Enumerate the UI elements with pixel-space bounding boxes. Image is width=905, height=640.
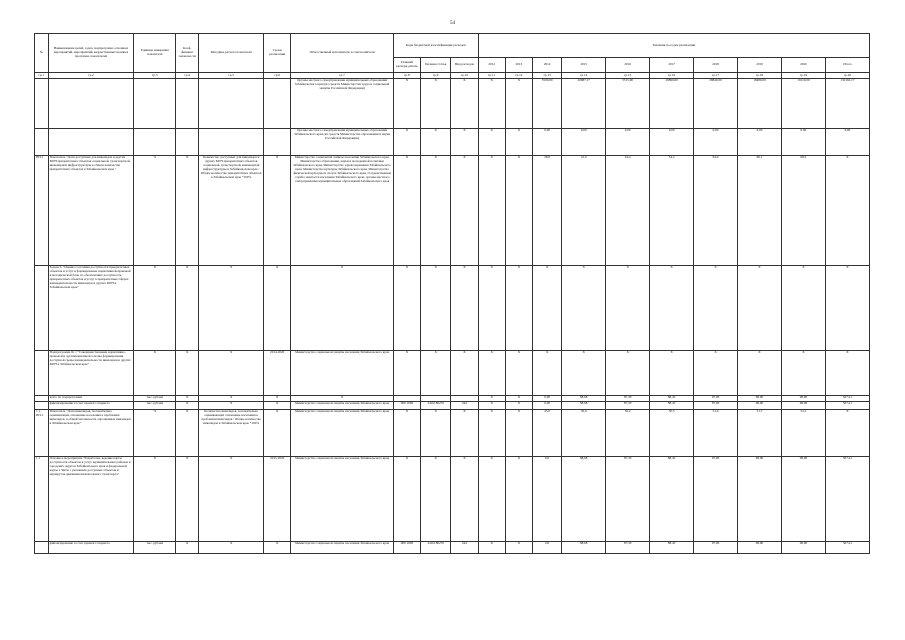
row-responsible: Министерство социальной защиты населения Забайкальского края, Министерство образования, науки и молодежной политики Забайкальского края, Министерство здравоохранения Забайкальского края, Министерство культуры Забайкальского края, Министерство физической культуры и спорта Забайкальского края, Государственная служба занятости населения Забайкальского края, органы местного самоуправления муниципальных образований Забайкальского края [291, 155, 394, 265]
row-code-type: X [451, 128, 478, 155]
row-value: X [505, 128, 532, 155]
row-code-article: X [421, 409, 451, 456]
header-code-col: Целевая статья [421, 58, 451, 73]
table-row [35, 265, 870, 350]
row-value: 98,00 [781, 395, 825, 401]
row-value: 98,68 [562, 401, 606, 409]
row-value: 98,00 [781, 541, 825, 553]
row-value: X [533, 350, 562, 395]
row-method: X [199, 265, 264, 350]
row-code-admin: X [393, 78, 420, 128]
row-value: X [825, 155, 869, 265]
row-coef [176, 128, 199, 155]
row-coef: X [176, 541, 199, 553]
header-year: 2018 [694, 58, 738, 73]
row-code-admin: 009 1006 [393, 401, 420, 409]
row-value: X [606, 350, 650, 395]
row-value: X [825, 409, 869, 456]
row-name: Задача 3. "Оценка состояния доступности приоритетных объектов и услуг и формирование нормативной-правовой и методической базы по обеспечению доступности приоритетных объектов и услуг в приоритетных сферах жизнедеятельности инвалидов и других МГН в Забайкальском крае" [48, 265, 134, 350]
row-value: X [694, 350, 738, 395]
row-term: X [264, 401, 291, 409]
column-number: гр.19 [781, 73, 825, 79]
row-value: 64,0 [694, 155, 738, 265]
row-coef: X [176, 265, 199, 350]
row-value: 98,00 [738, 401, 782, 409]
column-number: гр.12 [505, 73, 532, 79]
row-value: 98,00 [781, 401, 825, 409]
row-name: финансирование за счет краевого бюджета [48, 401, 134, 409]
row-term: 2014-2020 [264, 350, 291, 395]
row-value: 98,00 [738, 456, 782, 541]
row-name: Подпрограмма № 1 "Совершенствование нормативно-правовой и организационной основы формирования доступной среды жизнедеятельности инвалидов и других МГН в Забайкальском крае" [48, 350, 134, 395]
row-num [35, 128, 49, 155]
row-value: X [505, 155, 532, 265]
row-code-article: X [421, 265, 451, 350]
row-value: 87,30 [606, 456, 650, 541]
row-value: 29890,00 [650, 78, 694, 128]
row-value: 98,68 [562, 456, 606, 541]
row-value: X [478, 155, 505, 265]
header-num: № [35, 34, 49, 73]
row-responsible: Органы местного самоуправления муниципальных образований Забайкальского края (из средств Министерства труда и социальной защиты Российской Федерации) [291, 78, 394, 128]
row-code-type: 244 [451, 541, 478, 553]
row-value: 45,0 [533, 409, 562, 456]
row-name [48, 78, 134, 128]
table-row [35, 128, 870, 155]
row-responsible: Министерство социальной защиты населения Забайкальского края [291, 456, 394, 541]
row-value: 28,0 [533, 155, 562, 265]
row-method: X [199, 395, 264, 401]
row-value: X [478, 128, 505, 155]
row-unit: тыс. рублей [134, 395, 176, 401]
row-value: 98,00 [781, 456, 825, 541]
row-coef [176, 78, 199, 128]
row-unit: X [134, 265, 176, 350]
column-number: гр.2 [48, 73, 134, 79]
row-value: 88,43 [650, 395, 694, 401]
row-value: X [606, 265, 650, 350]
column-number: гр.13 [533, 73, 562, 79]
row-unit: тыс. рублей [134, 401, 176, 409]
row-num [35, 265, 49, 350]
row-unit: X [134, 456, 176, 541]
row-value: 567,41 [825, 401, 869, 409]
row-value: 88,43 [650, 401, 694, 409]
row-value: 567,41 [825, 456, 869, 541]
header-name: Наименование целей, задач, подпрограмм, основных мероприятий, мероприятий, ведомственных целевых программ, показателей [48, 34, 134, 73]
row-num: 1.1 [35, 456, 49, 541]
column-number: гр.11 [478, 73, 505, 79]
header-year: 2017 [650, 58, 694, 73]
column-number: гр.6 [264, 73, 291, 79]
row-value: 0,00 [533, 395, 562, 401]
header-values-by-year: Значения по годам реализации [478, 34, 869, 58]
row-name [48, 128, 134, 155]
row-code-type: 244 [451, 401, 478, 409]
header-year: 2013 [505, 58, 532, 73]
column-number: гр.9 [421, 73, 451, 79]
row-value: 0,00 [650, 128, 694, 155]
table-row [35, 155, 870, 265]
row-code-article: X [421, 128, 451, 155]
row-value: 98,68 [562, 395, 606, 401]
row-term: X [264, 265, 291, 350]
row-term: 2015-2020 [264, 456, 291, 541]
row-value: X [781, 350, 825, 395]
row-code-article: X [421, 155, 451, 265]
header-term: Сроки реализации [264, 34, 291, 73]
row-code-article: X [421, 78, 451, 128]
row-value: X [650, 350, 694, 395]
row-value: X [650, 265, 694, 350]
column-number: гр.20 [825, 73, 869, 79]
program-table [34, 33, 870, 554]
row-term: X [264, 409, 291, 456]
column-number: гр.1 [35, 73, 49, 79]
header-budget-codes: Коды бюджетной классификации расходов [393, 34, 478, 58]
header-year: 2016 [606, 58, 650, 73]
row-value: X [478, 395, 505, 401]
header-year: 2020 [781, 58, 825, 73]
row-term: X [264, 155, 291, 265]
row-value: X [825, 350, 869, 395]
row-term: X [264, 541, 291, 553]
row-code-article: 2410180270 [421, 401, 451, 409]
row-value: X [478, 78, 505, 128]
row-value: X [505, 409, 532, 456]
row-value: X [478, 265, 505, 350]
row-code-type: X [451, 409, 478, 456]
table-row [35, 541, 870, 553]
column-number: гр.18 [738, 73, 782, 79]
row-value: X [478, 541, 505, 553]
row-value: 97,00 [694, 541, 738, 553]
row-value: X [694, 265, 738, 350]
row-responsible: Министерство социальной защиты населения Забайкальского края [291, 541, 394, 553]
row-value: 87,30 [606, 541, 650, 553]
row-value: X [738, 350, 782, 395]
row-coef: X [176, 350, 199, 395]
row-name: финансирование за счет краевого бюджета [48, 541, 134, 553]
row-code-article: X [421, 456, 451, 541]
row-value: 87,30 [606, 395, 650, 401]
row-method: X [199, 456, 264, 541]
row-code-admin: X [393, 155, 420, 265]
row-num: ПП-1 [35, 155, 49, 265]
row-value: X [505, 401, 532, 409]
row-value: X [478, 409, 505, 456]
row-value: 98,68 [562, 541, 606, 553]
row-term: X [264, 395, 291, 401]
column-number: гр.4 [176, 73, 199, 79]
header-code-col: Вид расходов [451, 58, 478, 73]
column-number: гр.8 [393, 73, 420, 79]
row-name: Показатель "Доля доступных для инвалидов и других МГН приоритетных объектов социальной, транспортной, инженерной инфраструктуры в общем количестве приоритетных объектов в Забайкальском крае " [48, 155, 134, 265]
column-number: гр.15 [606, 73, 650, 79]
row-value: X [562, 265, 606, 350]
row-unit: тыс. рублей [134, 541, 176, 553]
row-unit: % [134, 409, 176, 456]
row-method [199, 128, 264, 155]
row-value: X [738, 265, 782, 350]
row-code-admin: X [393, 409, 420, 456]
row-num [35, 401, 49, 409]
row-value: 52,5 [781, 409, 825, 456]
header-year: 2015 [562, 58, 606, 73]
row-code-admin: X [393, 128, 420, 155]
row-term [264, 128, 291, 155]
row-name: Основное мероприятие "Разработка, ведение карты доступности объектов и услуг муниципальных районов и городских округов Забайкальского края и федеральной карты г. Читы с указанием доступных объектов и маршрутов движения низкопольного транспорта" [48, 456, 134, 541]
row-value: 50,0 [562, 409, 606, 456]
column-number: гр.16 [650, 73, 694, 79]
row-value: 88,43 [650, 541, 694, 553]
row-value: 19110,00 [781, 78, 825, 128]
row-name: Показатель "Доля инвалидов, положительно оценивающих отношение населения к проблемам инвалидов, в общей численности опрошенных инвалидов в Забайкальском крае" [48, 409, 134, 456]
row-value: 98,00 [738, 541, 782, 553]
row-coef: X [176, 395, 199, 401]
row-unit [134, 128, 176, 155]
row-coef: X [176, 409, 199, 456]
row-code-type: X [451, 350, 478, 395]
row-responsible: Министерство социальной защиты населения Забайкальского края [291, 350, 394, 395]
row-value: 0,00 [781, 128, 825, 155]
row-code-type: X [451, 265, 478, 350]
row-coef: X [176, 456, 199, 541]
row-value: 28840,00 [694, 78, 738, 128]
column-number: гр.17 [694, 73, 738, 79]
row-value: 66,1 [738, 155, 782, 265]
row-value: 20987,17 [562, 78, 606, 128]
row-value: 132162,17 [825, 78, 869, 128]
row-coef: X [176, 401, 199, 409]
row-value: X [505, 456, 532, 541]
row-method: X [199, 541, 264, 553]
row-code-admin: X [393, 350, 420, 395]
row-code-admin: X [393, 456, 420, 541]
header-year: 2014 [533, 58, 562, 73]
row-value: X [533, 265, 562, 350]
row-value: X [478, 350, 505, 395]
row-value: X [505, 541, 532, 553]
table-row [35, 401, 870, 409]
row-responsible: Министерство социальной защиты населения Забайкальского края [291, 401, 394, 409]
row-value: 0,00 [562, 128, 606, 155]
row-value: 98,00 [738, 395, 782, 401]
table-row [35, 456, 870, 541]
row-value: 97,00 [694, 456, 738, 541]
row-value: X [505, 350, 532, 395]
row-value: 50,5 [650, 409, 694, 456]
row-value: 0,00 [694, 128, 738, 155]
row-value: X [781, 265, 825, 350]
row-num [35, 541, 49, 553]
row-method: Количество инвалидов, положительно оценивающих отношение населения к проблемам инвалидов / Общее количество инвалидов в Забайкальском крае *100% [199, 409, 264, 456]
header-code-col: Главный распоря-дитель [393, 58, 420, 73]
row-num [35, 78, 49, 128]
header-year: 2019 [738, 58, 782, 73]
row-unit: X [134, 350, 176, 395]
row-value: 97,00 [694, 395, 738, 401]
row-value: 0,0 [533, 456, 562, 541]
column-number: гр.5 [199, 73, 264, 79]
row-value: 87,30 [606, 401, 650, 409]
row-value: X [562, 350, 606, 395]
header-year: Итого [825, 58, 869, 73]
row-method: X [199, 401, 264, 409]
row-value: 68,2 [781, 155, 825, 265]
row-code-type: X [451, 456, 478, 541]
row-value: 567,41 [825, 395, 869, 401]
row-num: 1.1. ПП-1 [35, 409, 49, 456]
header-unit: Единица измерения показателя [134, 34, 176, 73]
row-responsible: X [291, 265, 394, 350]
row-unit: % [134, 155, 176, 265]
row-code-admin: 009 1006 [393, 541, 420, 553]
table-row [35, 409, 870, 456]
row-code-type: X [451, 155, 478, 265]
table-row [35, 78, 870, 128]
row-value: X [478, 456, 505, 541]
row-num [35, 350, 49, 395]
row-responsible: Органы местного самоуправления муниципальных образований Забайкальского края (из средств Министерства образования и науки Российской Федерации) [291, 128, 394, 155]
row-coef: X [176, 155, 199, 265]
column-number: гр.10 [451, 73, 478, 79]
row-value: 51,0 [694, 409, 738, 456]
row-value: 0,00 [825, 128, 869, 155]
row-responsible: Министерство социальной защиты населения Забайкальского края [291, 409, 394, 456]
row-value: 41,0 [562, 155, 606, 265]
header-method: Методика расчета показателя [199, 34, 264, 73]
row-value: 5500,00 [533, 78, 562, 128]
table-header [35, 34, 870, 79]
row-code-admin: X [393, 265, 420, 350]
row-unit [134, 78, 176, 128]
row-value: 5515,00 [606, 78, 650, 128]
row-code-article: X [421, 350, 451, 395]
column-number: гр.14 [562, 73, 606, 79]
page-number: 54 [450, 21, 455, 26]
header-responsible: Ответственный исполнитель и соисполнители [291, 34, 394, 73]
row-value: 97,00 [694, 401, 738, 409]
row-value: 0,00 [738, 128, 782, 155]
row-value: X [505, 78, 532, 128]
column-number: гр.3 [134, 73, 176, 79]
row-value: 0,00 [533, 128, 562, 155]
row-value: 51,7 [738, 409, 782, 456]
row-method [199, 78, 264, 128]
row-value: 50,2 [606, 409, 650, 456]
row-method: X [199, 350, 264, 395]
row-value: 0,0 [533, 541, 562, 553]
row-responsible: X [291, 395, 394, 401]
row-value: 54,2 [650, 155, 694, 265]
row-value: 88,43 [650, 456, 694, 541]
row-code-article: 2410180270 [421, 541, 451, 553]
header-year: 2012 [478, 58, 505, 73]
table-row [35, 350, 870, 395]
row-value: 18480,00 [738, 78, 782, 128]
row-term [264, 78, 291, 128]
column-number: гр.7 [291, 73, 394, 79]
row-value: X [505, 395, 532, 401]
row-name: всего по подпрограмме [48, 395, 134, 401]
row-value: 44,4 [606, 155, 650, 265]
row-value: 567,41 [825, 541, 869, 553]
row-value: X [478, 401, 505, 409]
row-method: Количество доступных для инвалидов и других МГН приоритетных объектов социальной, транспортной, инженерной инфраструктуры в Забайкальском крае / Общее количество приоритетных объектов в Забайкальском крае *100% [199, 155, 264, 265]
row-value: X [505, 265, 532, 350]
row-value: 0,00 [606, 128, 650, 155]
table-body [35, 78, 870, 553]
row-code-type: X [451, 78, 478, 128]
row-value: X [825, 265, 869, 350]
header-coef: Коэф-фициент значи-мости [176, 34, 199, 73]
row-value: 0,00 [533, 401, 562, 409]
